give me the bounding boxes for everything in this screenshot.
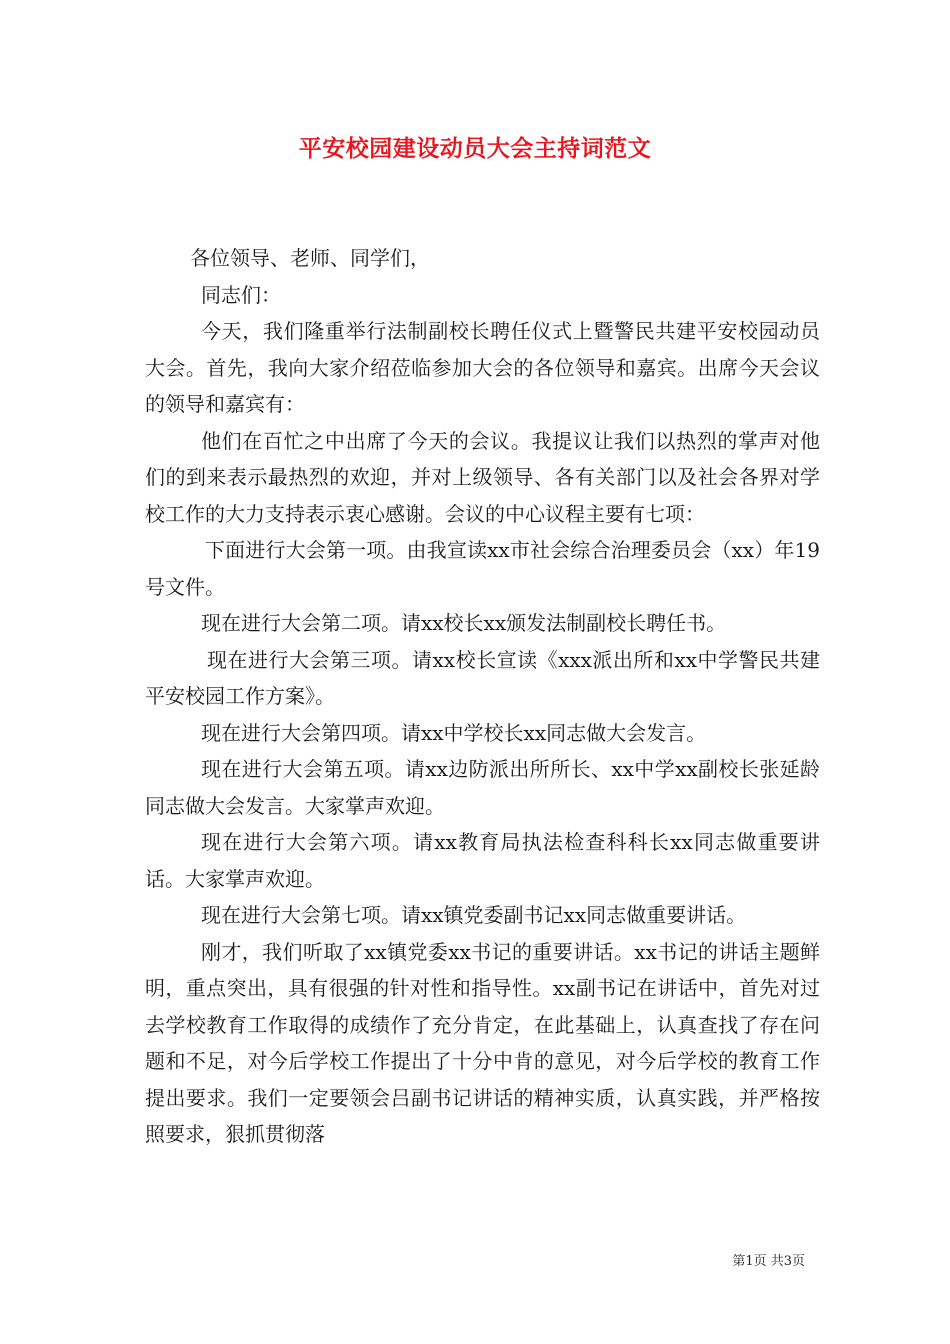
body-paragraph: 他们在百忙之中出席了今天的会议。我提议让我们以热烈的掌声对他们的到来表示最热烈的欢迎，并对上级领导、各有关部门以及社会各界对学校工作的大力支持表示衷心感谢。会议的中心议程主要有七项： [145, 428, 820, 526]
document-title: 平安校园建设动员大会主持词范文 [298, 135, 652, 162]
agenda-item-paragraph: 现在进行大会第五项。请xx边防派出所所长、xx中学xx副校长张延龄同志做大会发言。大家掌声欢迎。 [145, 757, 820, 818]
salutation-paragraph: 各位领导、老师、同学们， [190, 246, 430, 270]
salutation-paragraph: 同志们： [201, 282, 281, 307]
agenda-item-paragraph: 现在进行大会第三项。请xx校长宣读《xxx派出所和xx中学警民共建平安校园工作方案》。 [145, 647, 820, 708]
page-number: 第1页 共3页 [732, 1254, 805, 1269]
body-paragraph: 刚才，我们听取了xx镇党委xx书记的重要讲话。xx书记的讲话主题鲜明，重点突出，具有很强的针对性和指导性。xx副书记在讲话中，首先对过去学校教育工作取得的成绩作了充分肯定，在此基础上，认真查找了存在问题和不足，对今后学校工作提出了十分中肯的意见，对今后学校的教育工作提出要求。我们一定要领会吕副书记讲话的精神实质，认真实践，并严格按照要求，狠抓贯彻落 [145, 939, 820, 1146]
agenda-item-paragraph: 现在进行大会第四项。请xx中学校长xx同志做大会发言。 [201, 720, 707, 745]
agenda-item-paragraph: 现在进行大会第七项。请xx镇党委副书记xx同志做重要讲话。 [201, 903, 747, 927]
body-paragraph: 今天，我们隆重举行法制副校长聘任仪式上暨警民共建平安校园动员大会。首先，我向大家介绍莅临参加大会的各位领导和嘉宾。出席今天会议的领导和嘉宾有： [145, 319, 820, 416]
agenda-item-paragraph: 现在进行大会第六项。请xx教育局执法检查科科长xx同志做重要讲话。大家掌声欢迎。 [145, 830, 820, 891]
agenda-item-paragraph: 现在进行大会第二项。请xx校长xx颁发法制副校长聘任书。 [201, 611, 727, 635]
agenda-item-paragraph: 下面进行大会第一项。由我宣读xx市社会综合治理委员会（xx）年19号文件。 [145, 538, 820, 599]
document-body [145, 240, 820, 1153]
